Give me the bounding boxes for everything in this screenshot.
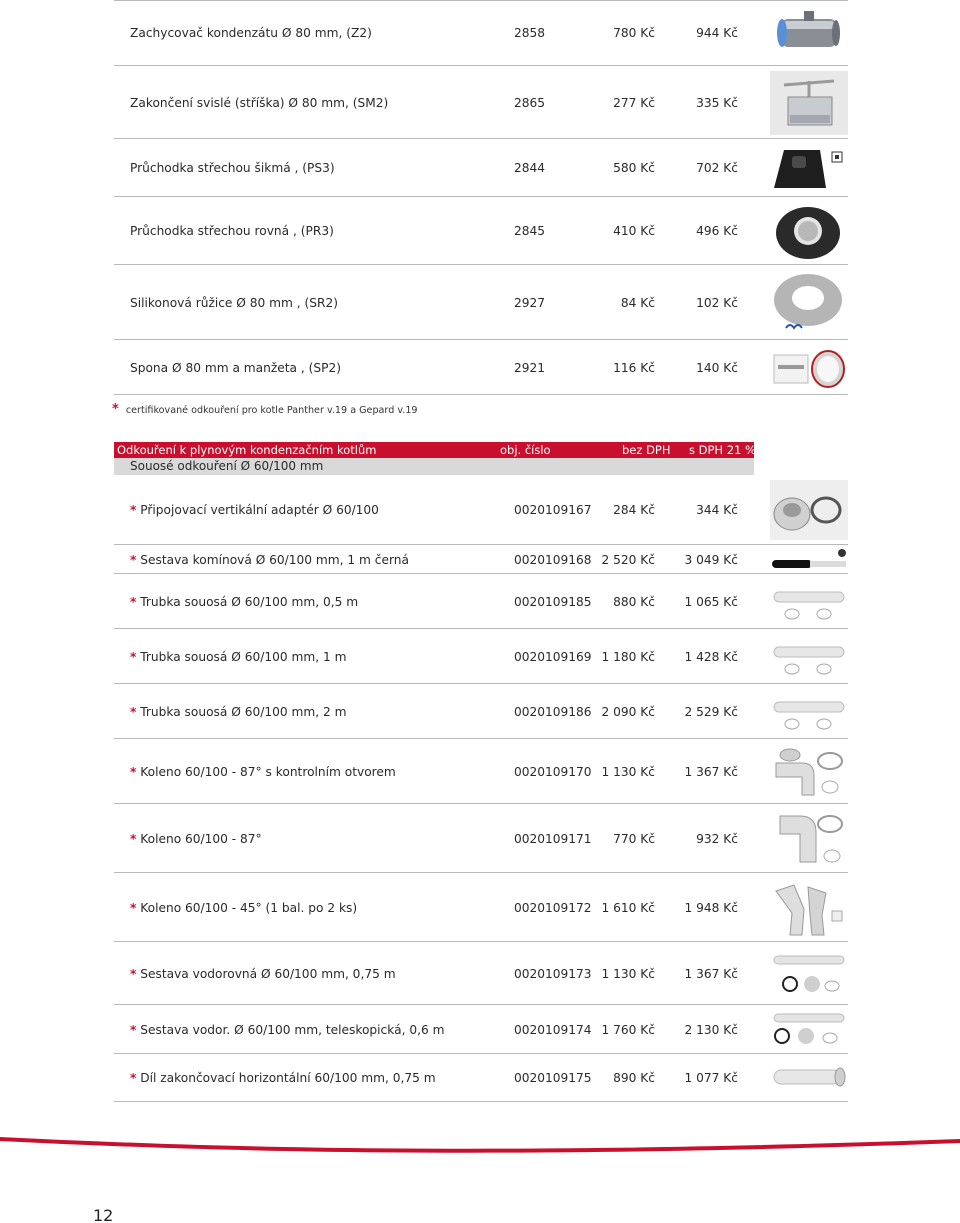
product-row: [114, 341, 848, 395]
certified-star: *: [130, 704, 137, 719]
certified-star: *: [130, 1022, 137, 1037]
pitched-roof-flashing-icon: [770, 144, 848, 192]
price-net: 2 520 Kč: [601, 552, 655, 567]
price-net: 410 Kč: [613, 224, 655, 238]
price-net: 1 760 Kč: [601, 1022, 655, 1037]
price-net: 116 Kč: [613, 360, 655, 375]
product-row: [114, 0, 848, 66]
product-row: [114, 740, 848, 804]
product-code: 0020109170: [514, 764, 592, 779]
price-vat: 1 065 Kč: [684, 594, 738, 609]
chimney-kit-icon: [770, 548, 848, 572]
pipe-icon: [770, 633, 848, 681]
section-title: Odkouření k plynovým kondenzačním kotlům: [117, 443, 377, 457]
footnote-text: certifikované odkouření pro kotle Panther v.19 a Gepard v.19: [125, 405, 418, 416]
product-name-text: Trubka souosá Ø 60/100 mm, 1 m: [140, 649, 347, 664]
table-header: [114, 442, 754, 458]
table-subheader: [114, 458, 754, 475]
product-code: 0020109171: [514, 831, 592, 846]
price-vat: 335 Kč: [696, 95, 738, 110]
footnote: [112, 402, 418, 417]
product-name-text: Připojovací vertikální adaptér Ø 60/100: [140, 503, 379, 517]
product-name: [130, 503, 379, 517]
product-row: [114, 266, 848, 340]
product-name: Průchodka střechou šikmá , (PS3): [130, 161, 335, 175]
pipe-icon: [770, 578, 848, 626]
product-code: 2921: [514, 360, 546, 375]
flat-roof-flashing-icon: [770, 201, 848, 261]
product-name-text: Sestava vodorovná Ø 60/100 mm, 0,75 m: [140, 966, 396, 981]
product-row: [114, 198, 848, 265]
product-name: Průchodka střechou rovná , (PR3): [130, 224, 334, 238]
product-name: [130, 595, 358, 609]
product-code: 0020109175: [514, 1071, 592, 1085]
horizontal-kit-icon: [770, 946, 848, 1002]
product-name: [130, 1023, 444, 1037]
product-name-text: Sestava komínová Ø 60/100 mm, 1 m černá: [140, 552, 409, 567]
price-vat: 944 Kč: [696, 26, 738, 40]
price-net: 284 Kč: [613, 503, 655, 517]
product-row: [114, 575, 848, 629]
product-row: [114, 874, 848, 942]
product-row: [114, 67, 848, 139]
decorative-wave: [0, 1125, 960, 1165]
price-vat: 140 Kč: [696, 360, 738, 375]
page-number: 12: [93, 1206, 114, 1223]
product-name: [130, 650, 346, 664]
product-name-text: Koleno 60/100 - 87° s kontrolním otvorem: [140, 764, 396, 779]
price-net: 580 Kč: [613, 161, 655, 175]
condensate-trap-icon: [770, 5, 848, 61]
product-row: [114, 630, 848, 684]
product-name: [130, 553, 409, 567]
price-vat: 344 Kč: [696, 503, 738, 517]
product-row: [114, 805, 848, 873]
product-name-text: Díl zakončovací horizontální 60/100 mm, 0,75 m: [140, 1071, 436, 1085]
pipe-icon: [770, 688, 848, 736]
price-vat: 702 Kč: [696, 161, 738, 175]
product-row: [114, 476, 848, 545]
elbow-45-icon: [770, 877, 848, 939]
product-code: 2858: [514, 26, 546, 40]
price-vat: 496 Kč: [696, 224, 738, 238]
product-row: [114, 1055, 848, 1102]
price-net: 1 610 Kč: [601, 900, 655, 915]
product-name: [130, 705, 346, 719]
price-vat: 1 077 Kč: [684, 1071, 738, 1085]
price-vat: 2 130 Kč: [684, 1022, 738, 1037]
product-row: [114, 546, 848, 574]
product-code: 2865: [514, 95, 546, 110]
product-code: 0020109173: [514, 966, 592, 981]
product-code: 0020109167: [514, 503, 592, 517]
price-vat: 1 428 Kč: [684, 649, 738, 664]
product-row: [114, 140, 848, 197]
certified-star: *: [130, 552, 137, 567]
price-net: 84 Kč: [620, 295, 655, 310]
product-code: 0020109172: [514, 900, 592, 915]
column-header-code: obj. číslo: [500, 443, 551, 457]
product-row: [114, 1006, 848, 1054]
product-name: [130, 901, 357, 915]
product-code: 0020109169: [514, 649, 592, 664]
product-name-text: Trubka souosá Ø 60/100 mm, 0,5 m: [140, 594, 359, 609]
product-name: Zachycovač kondenzátu Ø 80 mm, (Z2): [130, 26, 372, 40]
product-name-text: Koleno 60/100 - 45° (1 bal. po 2 ks): [140, 900, 358, 915]
price-net: 890 Kč: [613, 1071, 655, 1085]
price-net: 770 Kč: [613, 831, 655, 846]
price-vat: 1 367 Kč: [684, 966, 738, 981]
column-header-vat: s DPH 21 %: [689, 443, 756, 457]
price-net: 780 Kč: [613, 26, 655, 40]
elbow-inspection-icon: [770, 743, 848, 801]
clamp-sleeve-icon: [770, 345, 848, 391]
product-name-text: Koleno 60/100 - 87°: [140, 831, 262, 846]
price-vat: 102 Kč: [696, 295, 738, 310]
price-net: 880 Kč: [613, 594, 655, 609]
telescopic-kit-icon: [770, 1008, 848, 1052]
certified-star: *: [130, 1071, 137, 1085]
product-name: [130, 1071, 436, 1085]
certified-star: *: [130, 503, 137, 517]
product-code: 0020109186: [514, 704, 592, 719]
price-vat: 2 529 Kč: [684, 704, 738, 719]
product-name: Spona Ø 80 mm a manžeta , (SP2): [130, 360, 341, 375]
price-net: 277 Kč: [613, 95, 655, 110]
certified-star: *: [130, 831, 137, 846]
certified-star: *: [130, 966, 137, 981]
product-name: Silikonová růžice Ø 80 mm , (SR2): [130, 295, 338, 310]
certified-star: *: [130, 649, 137, 664]
product-row: [114, 685, 848, 739]
product-name: Zakončení svislé (stříška) Ø 80 mm, (SM2): [130, 95, 389, 110]
product-name: [130, 967, 396, 981]
vertical-cap-icon: [770, 71, 848, 135]
subheader-label: Souosé odkouření Ø 60/100 mm: [130, 459, 324, 473]
product-code: 0020109185: [514, 594, 592, 609]
price-vat: 932 Kč: [696, 831, 738, 846]
certified-star: *: [130, 900, 137, 915]
elbow-icon: [770, 808, 848, 870]
price-net: 1 180 Kč: [601, 649, 655, 664]
price-net: 2 090 Kč: [601, 704, 655, 719]
price-vat: 3 049 Kč: [684, 552, 738, 567]
silicone-rosette-icon: [770, 270, 848, 336]
price-net: 1 130 Kč: [601, 764, 655, 779]
horizontal-terminal-icon: [770, 1058, 848, 1098]
certified-star: *: [130, 594, 137, 609]
product-name-text: Sestava vodor. Ø 60/100 mm, teleskopická, 0,6 m: [140, 1022, 445, 1037]
certified-star: *: [130, 764, 137, 779]
vertical-adapter-icon: [770, 480, 848, 540]
product-name: [130, 832, 262, 846]
product-row: [114, 943, 848, 1005]
footnote-star: *: [112, 402, 119, 417]
price-vat: 1 367 Kč: [684, 764, 738, 779]
column-header-net: bez DPH: [622, 443, 671, 457]
price-net: 1 130 Kč: [601, 966, 655, 981]
product-code: 2844: [514, 161, 546, 175]
product-code: 0020109174: [514, 1022, 592, 1037]
product-name-text: Trubka souosá Ø 60/100 mm, 2 m: [140, 704, 347, 719]
product-name: [130, 765, 396, 779]
product-code: 2927: [514, 295, 546, 310]
price-vat: 1 948 Kč: [684, 900, 738, 915]
product-code: 2845: [514, 224, 546, 238]
product-code: 0020109168: [514, 552, 592, 567]
